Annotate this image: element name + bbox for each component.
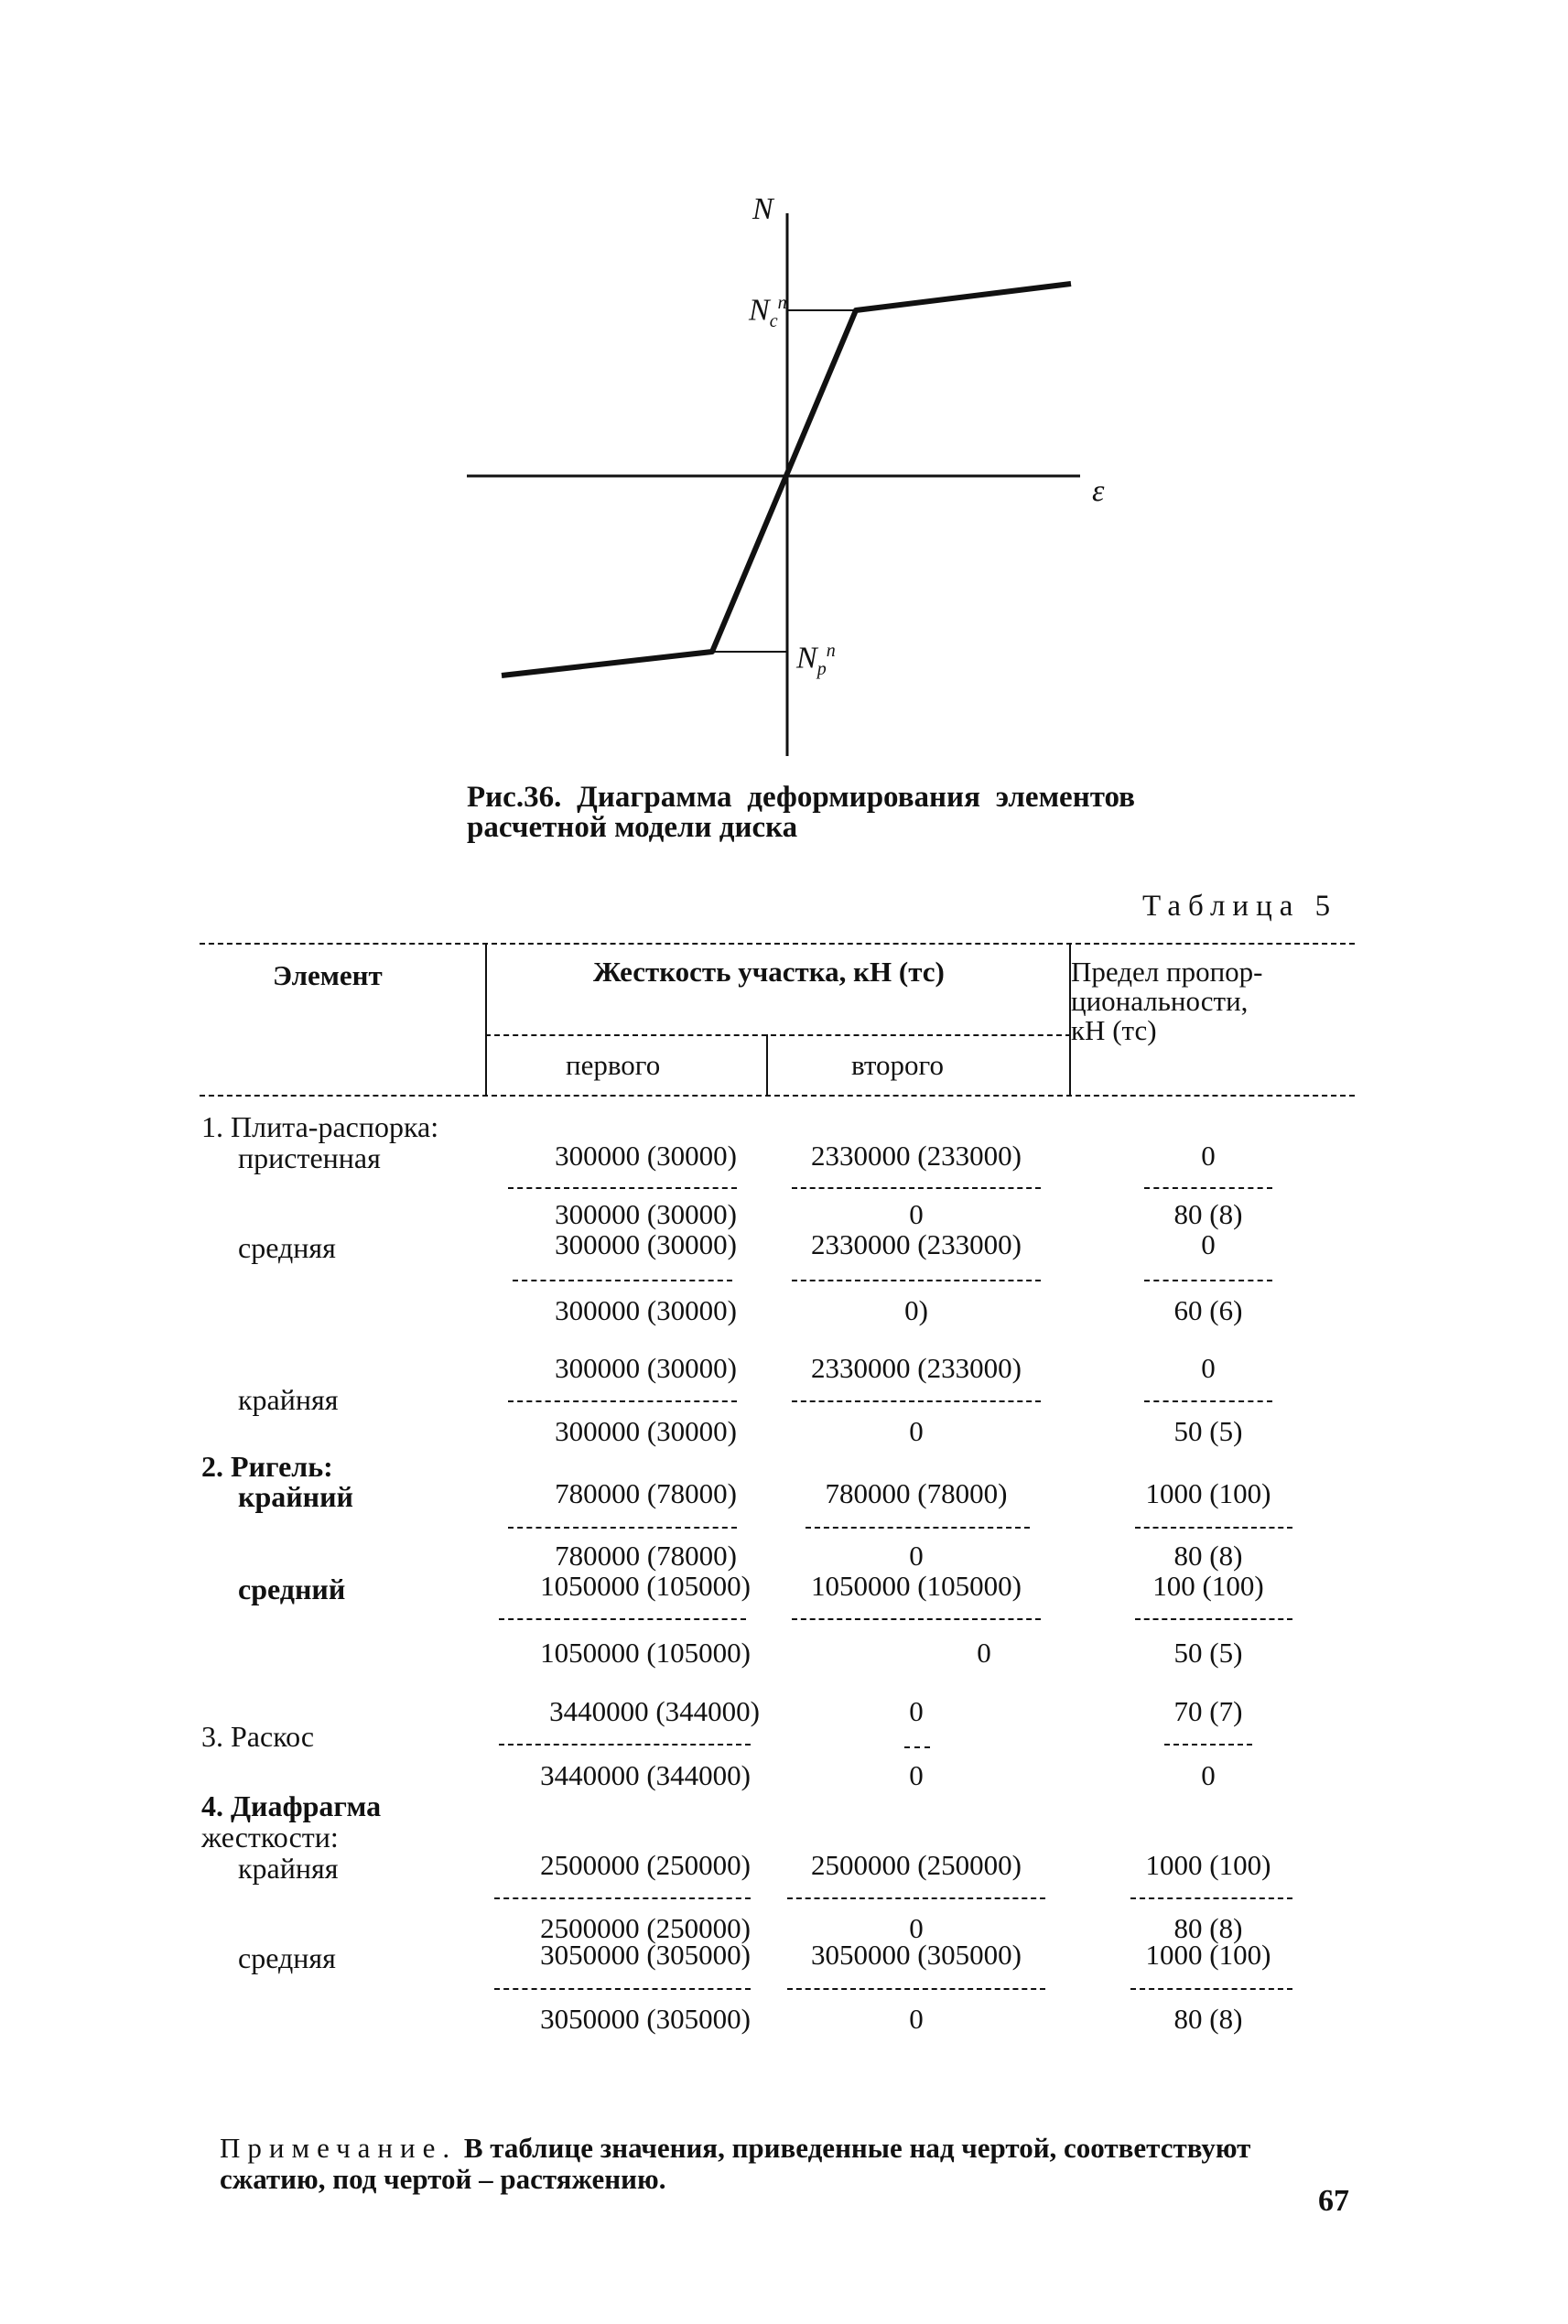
- first-top: 300000 (30000): [555, 1352, 737, 1384]
- first-bottom: 300000 (30000): [555, 1198, 737, 1230]
- limit-bottom: 50 (5): [1173, 1415, 1243, 1447]
- fraction-rule: [499, 1618, 746, 1620]
- first-bottom: 300000 (30000): [555, 1294, 737, 1326]
- row-label: средний: [238, 1573, 346, 1605]
- np-label: [796, 641, 836, 680]
- figure-caption: [467, 783, 1135, 843]
- fraction-rule: [787, 1988, 1045, 1990]
- first-bottom: 300000 (30000): [555, 1415, 737, 1447]
- second-bottom: 0: [909, 1415, 924, 1447]
- first-top: 3440000 (344000): [549, 1695, 760, 1727]
- second-bottom: 0: [909, 1912, 924, 1944]
- fraction-rule: [904, 1746, 930, 1748]
- limit-bottom: 80 (8): [1173, 1198, 1243, 1230]
- nc-label-base: N: [749, 293, 770, 328]
- second-bottom: 0: [909, 1198, 924, 1230]
- group-label-4b: жесткости:: [201, 1821, 339, 1854]
- np-label-base: N: [796, 641, 817, 676]
- second-top: 2330000 (233000): [811, 1228, 1022, 1260]
- header-limit: Предел пропор- циональности, кН (тс): [1071, 956, 1263, 1046]
- fraction-rule: [513, 1280, 732, 1281]
- second-top: 2330000 (233000): [811, 1352, 1022, 1384]
- limit-top: 0: [1201, 1140, 1216, 1172]
- nc-label-sup: п: [777, 293, 787, 313]
- header-first: первого: [566, 1049, 661, 1081]
- limit-bottom: 60 (6): [1173, 1294, 1243, 1326]
- fraction-rule: [508, 1527, 737, 1529]
- axis-x-label: ε: [1092, 474, 1105, 508]
- limit-top: 1000 (100): [1145, 1849, 1271, 1881]
- fraction-rule: [494, 1897, 751, 1899]
- header-mid-rule: [485, 1034, 1071, 1036]
- table-label: Таблица 5: [1142, 890, 1338, 923]
- limit-top: 1000 (100): [1145, 1477, 1271, 1509]
- first-top: 1050000 (105000): [540, 1570, 751, 1602]
- second-top: 1050000 (105000): [811, 1570, 1022, 1602]
- fraction-rule: [1130, 1988, 1292, 1990]
- fraction-rule: [792, 1187, 1041, 1189]
- limit-bottom: 0: [1201, 1759, 1216, 1791]
- row-label: крайняя: [238, 1852, 339, 1885]
- table-header-bottom-rule: [200, 1095, 1355, 1097]
- first-bottom: 780000 (78000): [555, 1540, 737, 1572]
- first-bottom: 1050000 (105000): [540, 1637, 751, 1669]
- second-top: 3050000 (305000): [811, 1939, 1022, 1971]
- group-label-3: 3. Раскос: [201, 1720, 315, 1753]
- note-text: В таблице значения, приведенные над чертой, соответствуют сжатию, под чертой – растяжению.: [220, 2132, 1251, 2195]
- nc-label: [749, 293, 787, 332]
- fraction-rule: [1164, 1744, 1252, 1746]
- fraction-rule: [1144, 1280, 1272, 1281]
- group-label-1: 1. Плита-распорка:: [201, 1110, 439, 1143]
- fraction-rule: [508, 1187, 737, 1189]
- fraction-rule: [1135, 1527, 1292, 1529]
- fraction-rule: [1130, 1897, 1292, 1899]
- limit-top: 100 (100): [1152, 1570, 1264, 1602]
- limit-top: 70 (7): [1173, 1695, 1243, 1727]
- limit-bottom: 80 (8): [1173, 1540, 1243, 1572]
- limit-bottom: 80 (8): [1173, 2003, 1243, 2035]
- first-bottom: 3440000 (344000): [540, 1759, 751, 1791]
- table-top-rule: [200, 943, 1355, 945]
- fraction-rule: [787, 1897, 1045, 1899]
- fraction-rule: [1135, 1618, 1292, 1620]
- first-bottom: 2500000 (250000): [540, 1912, 751, 1944]
- nc-label-sub: c: [769, 311, 778, 332]
- second-top: 2500000 (250000): [811, 1849, 1022, 1881]
- limit-bottom: 50 (5): [1173, 1637, 1243, 1669]
- header-vline-2: [766, 1034, 768, 1095]
- first-top: 2500000 (250000): [540, 1849, 751, 1881]
- fraction-rule: [508, 1400, 737, 1402]
- caption-text: Диаграмма деформирования элементов расчетной модели диска: [467, 781, 1135, 844]
- row-label: пристенная: [238, 1141, 381, 1174]
- second-bottom: 0: [977, 1637, 991, 1669]
- np-label-sub: р: [816, 659, 827, 680]
- first-top: 780000 (78000): [555, 1477, 737, 1509]
- first-top: 300000 (30000): [555, 1228, 737, 1260]
- second-bottom: 0: [909, 1540, 924, 1572]
- fraction-rule: [792, 1400, 1041, 1402]
- second-top: 2330000 (233000): [811, 1140, 1022, 1172]
- row-label: крайний: [238, 1480, 353, 1513]
- row-label: средняя: [238, 1941, 336, 1974]
- first-top: 3050000 (305000): [540, 1939, 751, 1971]
- second-bottom: 0: [909, 2003, 924, 2035]
- deformation-diagram: [0, 0, 1568, 769]
- header-element: Элемент: [273, 959, 383, 991]
- note-label: Примечание.: [220, 2132, 458, 2164]
- limit-top: 0: [1201, 1352, 1216, 1384]
- header-second: второго: [851, 1049, 944, 1081]
- caption-label: Рис.36.: [467, 781, 562, 814]
- header-stiffness: Жесткость участка, кН (тс): [593, 956, 945, 988]
- np-label-sup: п: [826, 641, 836, 661]
- fraction-rule: [806, 1527, 1030, 1529]
- axis-y-label: N: [752, 192, 773, 226]
- limit-top: 0: [1201, 1228, 1216, 1260]
- group-label-4a: 4. Диафрагма: [201, 1789, 382, 1822]
- fraction-rule: [1144, 1187, 1272, 1189]
- first-bottom: 3050000 (305000): [540, 2003, 751, 2035]
- fraction-rule: [792, 1280, 1041, 1281]
- limit-bottom: 80 (8): [1173, 1912, 1243, 1944]
- row-label: крайняя: [238, 1383, 339, 1416]
- group-label-2: 2. Ригель:: [201, 1450, 333, 1483]
- row-label: средняя: [238, 1231, 336, 1264]
- fraction-rule: [494, 1988, 751, 1990]
- header-vline-1: [485, 943, 487, 1095]
- fraction-rule: [792, 1618, 1041, 1620]
- table-note: [220, 2133, 1346, 2195]
- fraction-rule: [1144, 1400, 1272, 1402]
- first-top: 300000 (30000): [555, 1140, 737, 1172]
- limit-top: 1000 (100): [1145, 1939, 1271, 1971]
- second-bottom: 0: [909, 1759, 924, 1791]
- second-top: 0: [909, 1695, 924, 1727]
- second-bottom: 0): [904, 1294, 928, 1326]
- fraction-rule: [499, 1744, 751, 1746]
- page-number: 67: [1318, 2184, 1349, 2218]
- second-top: 780000 (78000): [825, 1477, 1008, 1509]
